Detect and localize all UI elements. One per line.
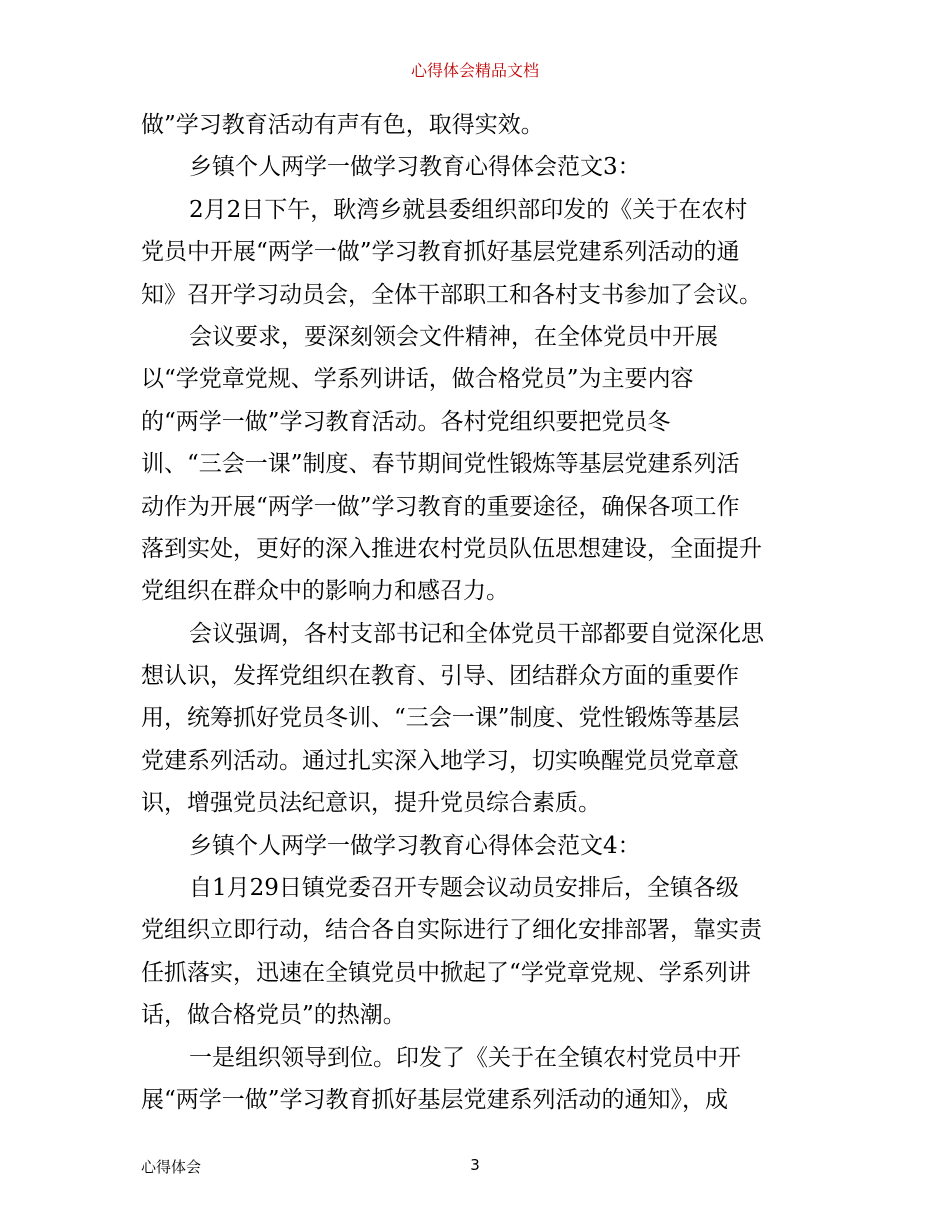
text-line: 动作为开展“两学一做”学习教育的重要途径，确保各项工作 bbox=[141, 493, 740, 520]
text-line: 任抓落实，迅速在全镇党员中掀起了“学党章党规、学系列讲 bbox=[141, 959, 751, 986]
page-header-title: 心得体会精品文档 bbox=[410, 61, 539, 80]
text-line: 展“两学一做”学习教育抓好基层党建系列活动的通知》，成 bbox=[141, 1086, 729, 1113]
document-body bbox=[141, 104, 811, 1121]
text-line: 落到实处，更好的深入推进农村党员队伍思想建设，全面提升 bbox=[141, 535, 762, 562]
text-line: 的“两学一做”学习教育活动。各村党组织要把党员冬 bbox=[141, 408, 671, 435]
footer-label: 心得体会 bbox=[141, 1158, 202, 1176]
text-line: 识，增强党员法纪意识，提升党员综合素质。 bbox=[141, 790, 601, 817]
text-line: 党员中开展“两学一做”学习教育抓好基层党建系列活动的通 bbox=[141, 239, 740, 266]
text-line: 党组织在群众中的影响力和感召力。 bbox=[141, 578, 509, 605]
text-line: 会议要求，要深刻领会文件精神，在全体党员中开展 bbox=[189, 323, 718, 350]
text-line: 乡镇个人两学一做学习教育心得体会范文3： bbox=[189, 154, 641, 181]
text-line: 用，统筹抓好党员冬训、“三会一课”制度、党性锻炼等基层 bbox=[141, 705, 740, 732]
text-line: 自1月29日镇党委召开专题会议动员安排后，全镇各级 bbox=[189, 875, 739, 902]
text-line: 以“学党章党规、学系列讲话，做合格党员”为主要内容 bbox=[141, 366, 694, 393]
text-line: 乡镇个人两学一做学习教育心得体会范文4： bbox=[189, 832, 641, 859]
text-line: 做”学习教育活动有声有色，取得实效。 bbox=[141, 112, 544, 138]
text-line: 话，做合格党员”的热潮。 bbox=[141, 1002, 406, 1029]
text-line: 2月2日下午，耿湾乡就县委组织部印发的《关于在农村 bbox=[189, 196, 748, 223]
text-line: 想认识，发挥党组织在教育、引导、团结群众方面的重要作 bbox=[141, 663, 739, 690]
text-line: 知》召开学习动员会，全体干部职工和各村支书参加了会议。 bbox=[141, 281, 762, 308]
page-number: 3 bbox=[470, 1156, 480, 1174]
text-line: 会议强调，各村支部书记和全体党员干部都要自觉深化思 bbox=[189, 620, 764, 647]
text-line: 训、“三会一课”制度、春节期间党性锻炼等基层党建系列活 bbox=[141, 451, 740, 478]
text-line: 党建系列活动。通过扎实深入地学习，切实唤醒党员党章意 bbox=[141, 747, 739, 774]
text-line: 一是组织领导到位。印发了《关于在全镇农村党员中开 bbox=[189, 1044, 741, 1071]
text-line: 党组织立即行动，结合各自实际进行了细化安排部署，靠实责 bbox=[141, 917, 762, 944]
